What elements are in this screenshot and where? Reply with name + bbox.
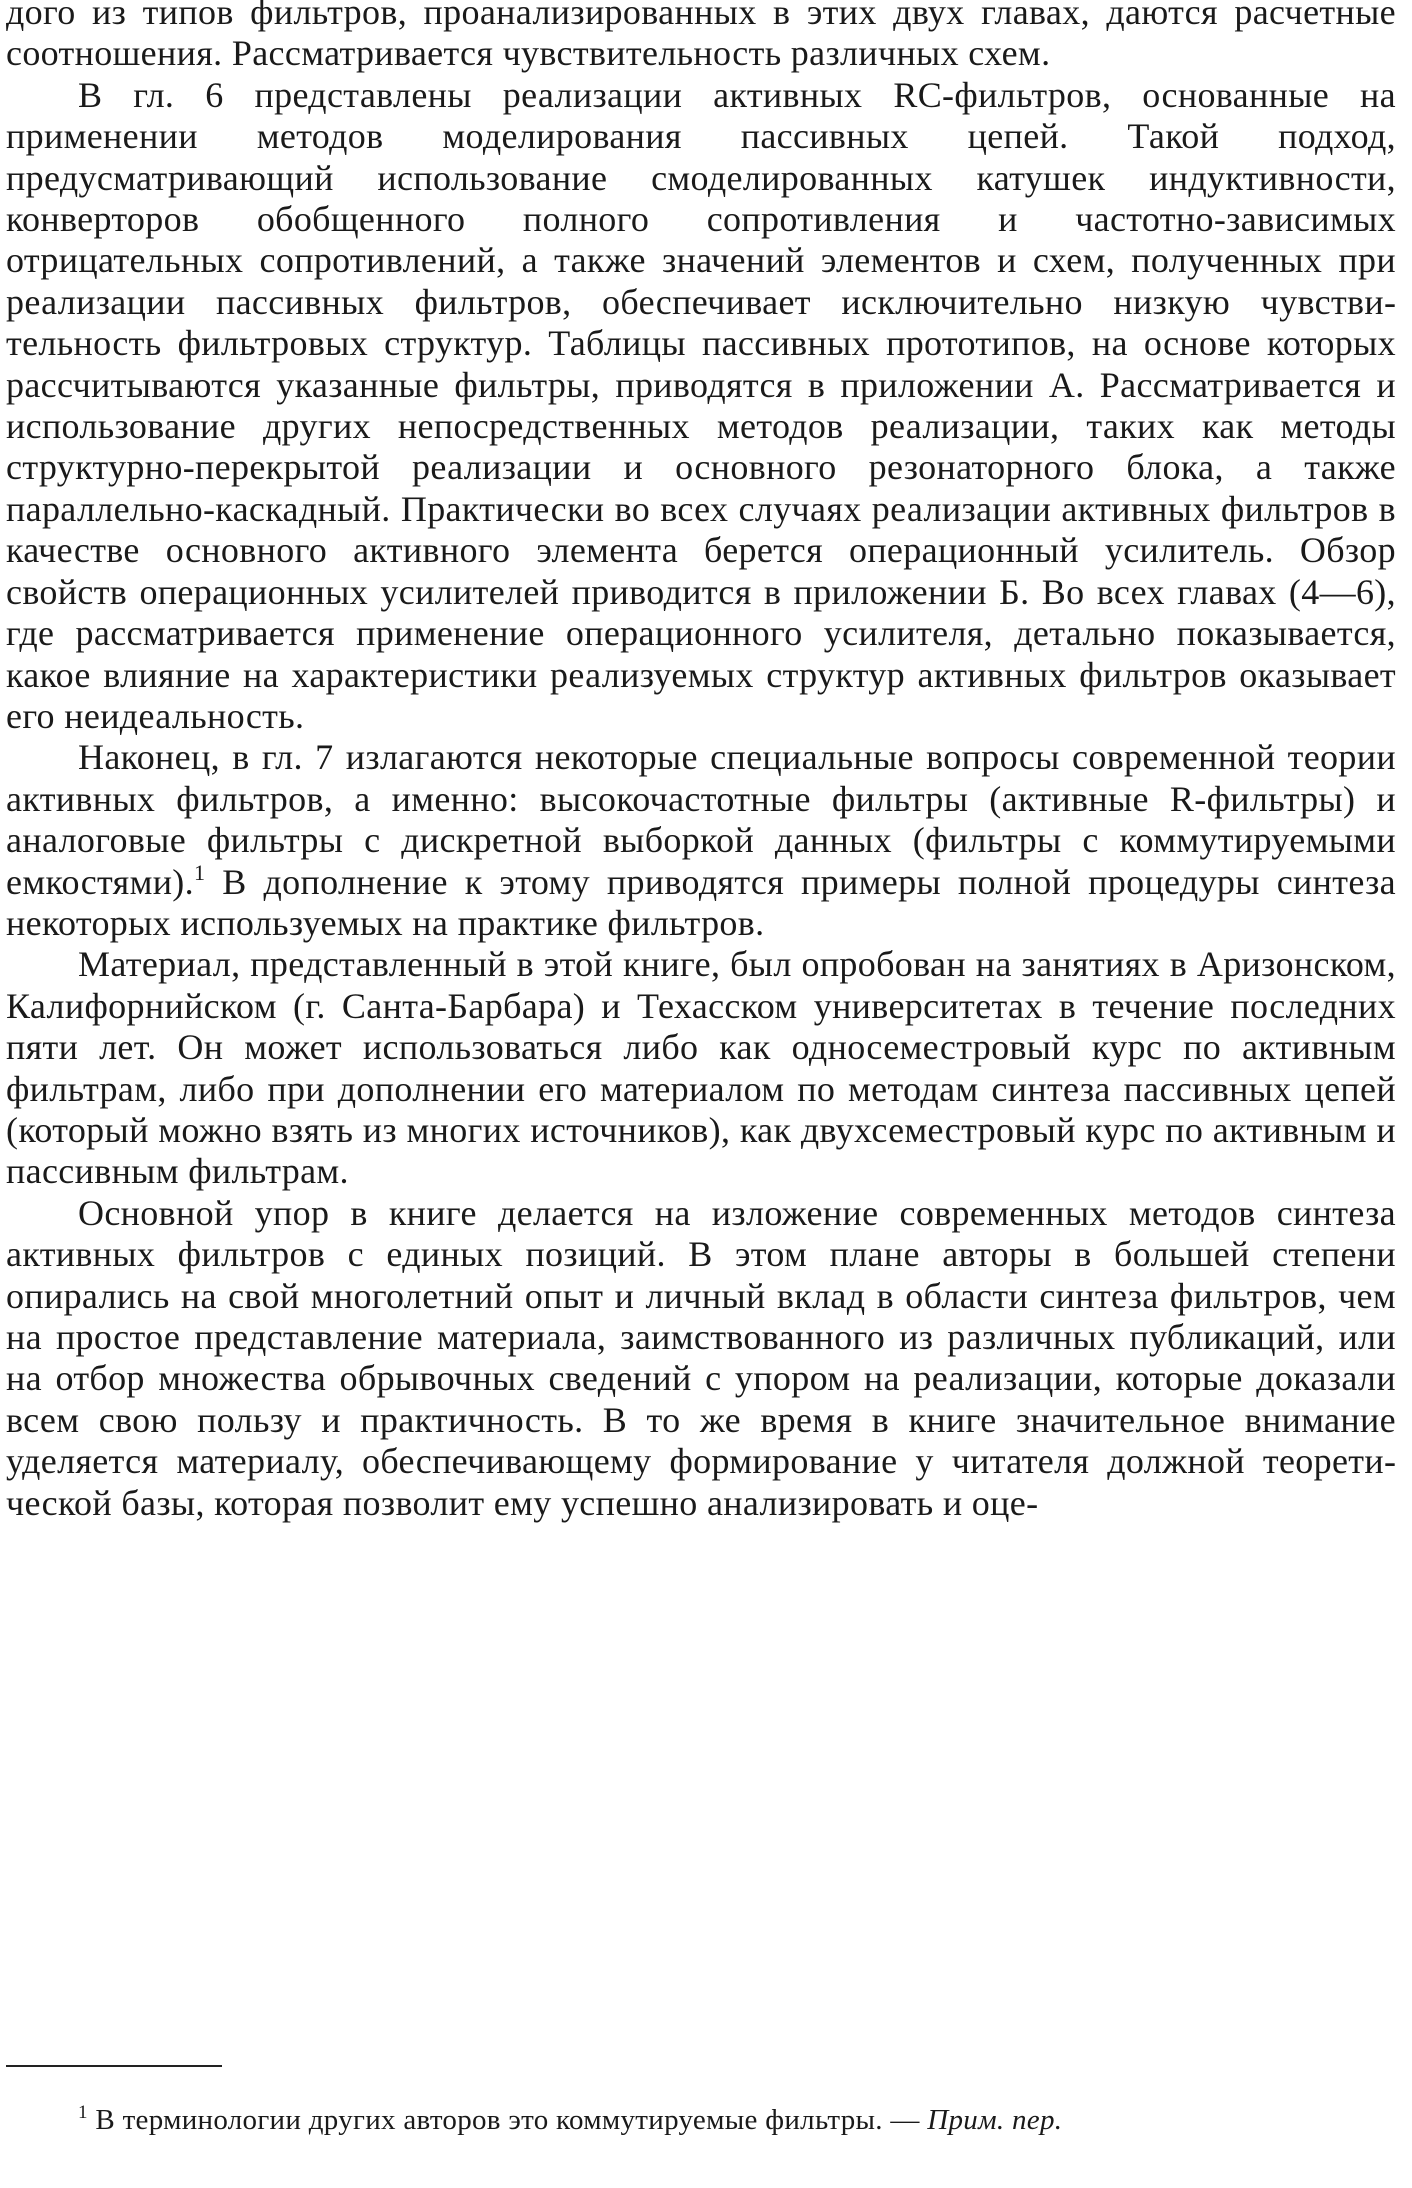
paragraph-continuation: дого из типов фильтров, проанализированных в этих двух главах, даются расчетные соотношения. Рассматривается чувствительность различных схем. bbox=[6, 0, 1396, 74]
footnote-marker: 1 bbox=[78, 2102, 88, 2123]
paragraph-chapter-7 bbox=[6, 737, 1396, 944]
paragraph-material-tested: Материал, представленный в этой книге, был опробован на занятиях в Аризонском, Калифорнийском (г. Санта-Барбара) и Техасском университетах в течение последних пяти лет. Он может использоваться либо как односеместровый курс по активным фильтрам, либо при дополнении его материалом по методам синтеза пассивных цепей (который можно взять из многих источников), как двухсеместровый курс по активным и пассивным фильтрам. bbox=[6, 944, 1396, 1192]
footnote-divider bbox=[6, 2065, 222, 2067]
book-page bbox=[6, 0, 1398, 2188]
paragraph-chapter-7-tail: В дополнение к этому приводятся примеры полной процедуры синтеза некоторых используемых на практике фильтров. bbox=[6, 861, 1396, 943]
paragraph-chapter-7-text: Наконец, в гл. 7 излагаются некоторые специальные вопросы современной теории активных фильтров, а именно: высокочастотные фильтры (активные R-фильтры) и аналоговые фильтры с дискретной выборкой данных (фильтры с коммутируемыми емкостями). bbox=[6, 737, 1396, 902]
footnote-reference: 1 bbox=[194, 859, 206, 885]
body-text bbox=[6, 0, 1396, 1524]
paragraph-main-emphasis: Основной упор в книге делается на изложение современных методов синтеза активных фильтров с единых позиций. В этом плане авторы в большей степени опирались на свой многолетний опыт и личный вклад в области синтеза фильтров, чем на простое представление материала, заимствованного из различных публикаций, или на отбор множества обрывочных сведений с упором на реализации, которые доказали всем свою пользу и практичность. В то же время в книге значительное внимание уделяется материалу, обеспечивающему формирование у читателя должной теоретической базы, которая позволит ему успешно анализировать и оце- bbox=[6, 1192, 1396, 1523]
footnote bbox=[6, 2100, 1396, 2140]
footnote-text: В терминологии других авторов это коммутируемые фильтры. — bbox=[95, 2104, 920, 2136]
paragraph-chapter-6: В гл. 6 представлены реализации активных RC-фильтров, основанные на применении методов моделирования пассивных цепей. Такой подход, предусматривающий использование смоделированных катушек индуктивности, конверторов обобщенного полного сопротивления и частотно-зависимых отрицательных сопротивлений, а также значений элементов и схем, полученных при реализации пассивных фильтров, обеспечивает исключительно низкую чувствительность фильтровых структур. Таблицы пассивных прототипов, на основе которых рассчитываются указанные фильтры, приводятся в приложении А. Рассматривается и использование других непосредственных методов реализации, таких как методы структурно-перекрытой реализации и основного резонаторного блока, а также параллельно-каскадный. Практически во всех случаях реализации активных фильтров в качестве основного активного элемента берется операционный усилитель. Обзор свойств операционных усилителей приводится в приложении Б. Во всех главах (4—6), где рассматривается применение операционного усилителя, детально показывается, какое влияние на характеристики реализуемых структур активных фильтров оказывает его неидеальность. bbox=[6, 74, 1396, 736]
footnote-abbrev: Прим. пер. bbox=[927, 2104, 1063, 2136]
